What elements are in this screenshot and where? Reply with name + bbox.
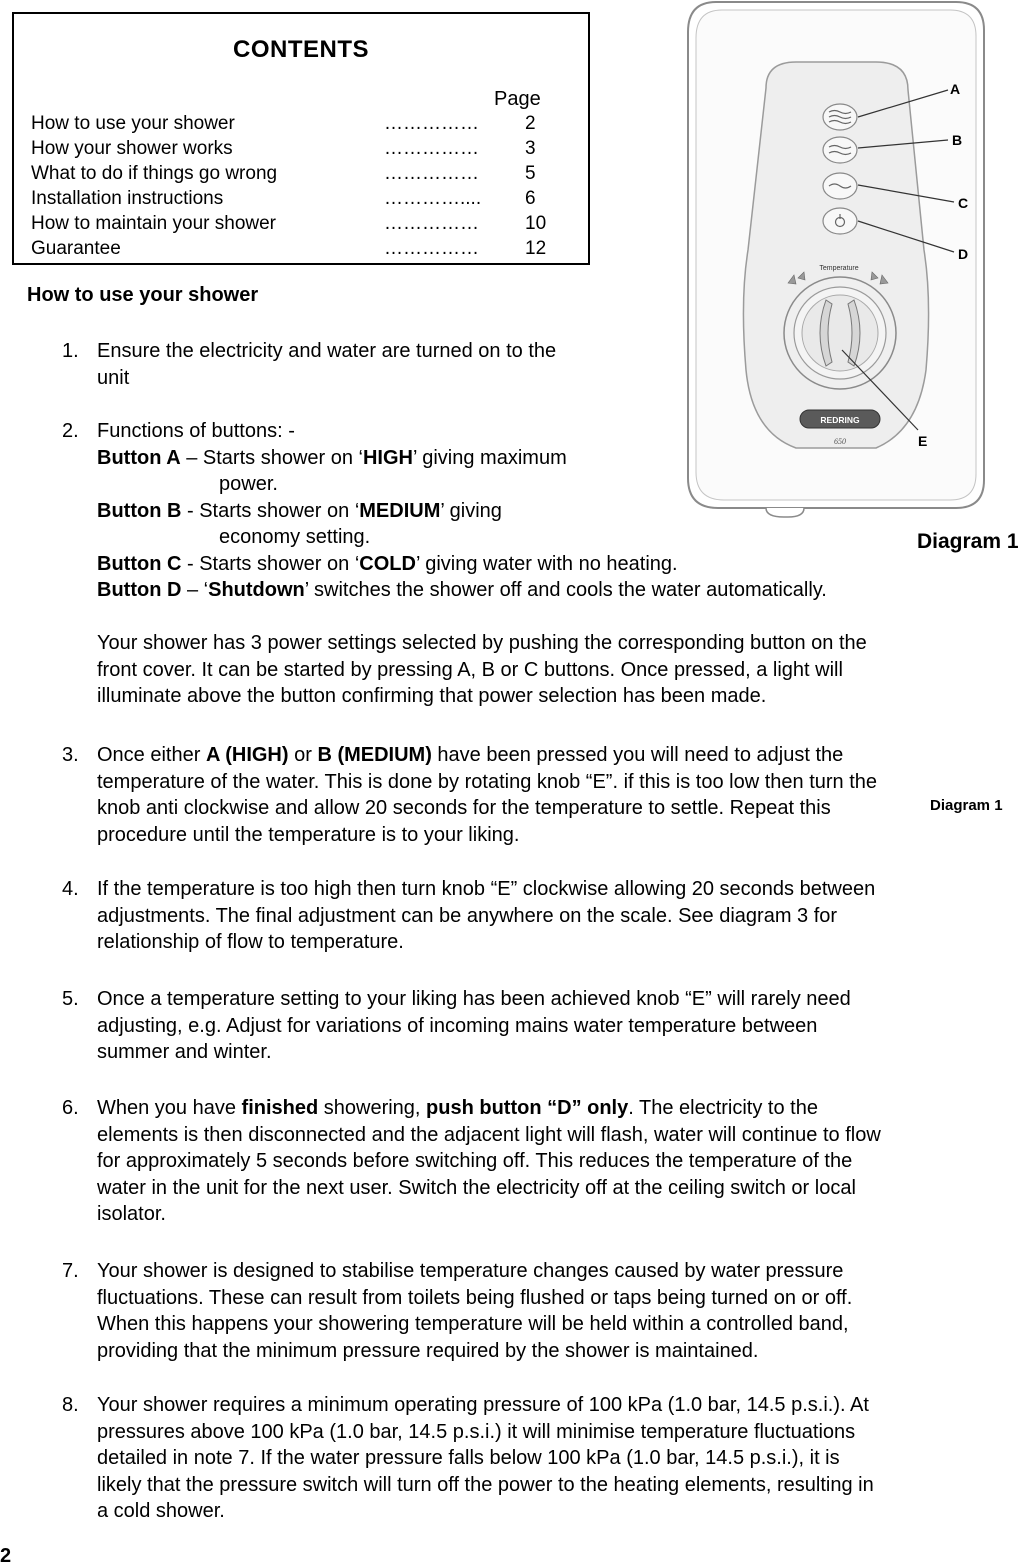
button-d-description xyxy=(97,577,867,604)
text-line: pressures above 100 kPa (1.0 bar, 14.5 p.s.i.) it will minimise temperature fluctuations xyxy=(97,1420,856,1443)
section-heading: How to use your shower xyxy=(27,284,259,306)
text-line: Your shower requires a minimum operating pressure of 100 kPa (1.0 bar, 14.5 p.s.i.). At xyxy=(97,1394,869,1416)
text-line: Ensure the electricity and water are turned on to the xyxy=(97,340,557,362)
mode-name: MEDIUM xyxy=(359,499,441,522)
text-line: detailed in note 7. If the water pressure falls below 100 kPa (1.0 bar, 14.5 p.s.i.), it is xyxy=(97,1447,840,1469)
toc-entry-page: 5 xyxy=(525,163,536,184)
toc-entry-dots: …………… xyxy=(384,213,479,234)
callout-a: A xyxy=(950,81,961,97)
text-line xyxy=(97,742,877,769)
text-line: relationship of flow to temperature. xyxy=(97,931,404,953)
bold-text: push button “D” only xyxy=(426,1097,629,1119)
toc-entry-dots: …………… xyxy=(384,138,479,159)
brand-name: REDRING xyxy=(820,415,860,425)
item-8-text xyxy=(97,1392,874,1525)
bold-text: finished xyxy=(241,1097,319,1119)
toc-entry-label: Guarantee xyxy=(31,238,121,259)
text-line: isolator. xyxy=(97,1203,166,1225)
contents-box xyxy=(12,12,590,265)
toc-entry-page: 2 xyxy=(525,113,536,134)
toc-entry-dots: …………… xyxy=(384,238,479,259)
text-line: Once a temperature setting to your liking has been achieved knob “E” will rarely need xyxy=(97,988,851,1010)
text-line: Functions of buttons: - xyxy=(97,420,295,442)
spacer xyxy=(97,604,867,631)
item-1-text xyxy=(97,338,556,391)
toc-entry-page: 3 xyxy=(525,138,536,159)
text-line: procedure until the temperature is to your liking. xyxy=(97,823,520,846)
text-span: – ‘ xyxy=(181,579,209,601)
toc-entry-label: Installation instructions xyxy=(31,188,224,209)
button-label: Button C xyxy=(97,552,182,575)
button-label: Button D xyxy=(97,579,182,601)
text-line: Your shower has 3 power settings selected by pushing the corresponding button on the xyxy=(97,632,867,654)
text-line xyxy=(97,1095,881,1122)
item-7-text xyxy=(97,1258,852,1364)
item-number: 2. xyxy=(62,420,79,442)
text-line: power. xyxy=(219,473,278,495)
toc-entry-dots: ………….... xyxy=(384,188,482,209)
text-line: illuminate above the button confirming that power selection has been made. xyxy=(97,685,767,707)
toc-entry-page: 10 xyxy=(525,213,547,234)
diagram-caption-overlap: Diagram 1 xyxy=(930,797,1003,814)
text-span: have been pressed you will need to adjust the xyxy=(431,744,844,766)
shower-diagram xyxy=(686,0,992,520)
item-3-text xyxy=(97,742,877,848)
item-number: 7. xyxy=(62,1260,79,1282)
text-line: adjustments. The final adjustment can be anywhere on the scale. See diagram 3 for xyxy=(97,904,838,927)
text-line: for approximately 5 seconds before switching off. This reduces the temperature of the xyxy=(97,1150,853,1172)
text-span: – Starts shower on ‘ xyxy=(180,446,363,469)
text-line: elements is then disconnected and the adjacent light will flash, water will continue to flow xyxy=(97,1123,881,1146)
toc-entry-page: 12 xyxy=(525,238,547,259)
page-number: 2 xyxy=(0,1545,12,1567)
toc-entry-label: How to use your shower xyxy=(31,113,235,134)
callout-c: C xyxy=(958,195,969,211)
item-number: 6. xyxy=(62,1097,79,1119)
text-line: economy setting. xyxy=(219,526,371,548)
dial-label: Temperature xyxy=(819,265,859,272)
item-number: 1. xyxy=(62,340,79,362)
text-line: a cold shower. xyxy=(97,1500,225,1522)
callout-d: D xyxy=(958,246,969,262)
text-span: ’ giving maximum xyxy=(412,446,567,469)
contents-title: CONTENTS xyxy=(233,36,369,63)
toc-entry[interactable] xyxy=(31,211,571,236)
text-line: temperature of the water. This is done by rotating knob “E”. if this is too low then turn the xyxy=(97,770,878,793)
model-number: 650 xyxy=(834,437,846,446)
mode-name: COLD xyxy=(359,552,416,575)
item-5-text xyxy=(97,986,851,1066)
text-line: summer and winter. xyxy=(97,1041,272,1063)
mode-name: HIGH xyxy=(362,446,413,469)
bold-text: B (MEDIUM) xyxy=(317,744,432,766)
text-span: Once either xyxy=(97,744,206,766)
bold-text: A (HIGH) xyxy=(205,744,289,766)
text-line: knob anti clockwise and allow 20 seconds for the temperature to settle. Repeat this xyxy=(97,797,831,819)
mode-name: Shutdown xyxy=(208,579,305,601)
text-line: unit xyxy=(97,366,130,389)
toc-entry-dots: …………… xyxy=(384,113,479,134)
callout-e: E xyxy=(918,433,928,449)
button-c-shape xyxy=(823,173,857,199)
toc-entry[interactable] xyxy=(31,136,571,161)
toc-entry[interactable] xyxy=(31,161,571,186)
text-line: fluctuations. These can result from toilets being flushed or taps being turned on or off. xyxy=(97,1286,853,1309)
text-line: front cover. It can be started by pressing A, B or C buttons. Once pressed, a light will xyxy=(97,658,843,681)
diagram-caption: Diagram 1 xyxy=(917,530,1019,553)
toc-entry-label: How your shower works xyxy=(31,138,233,159)
text-span: ’ giving water with no heating. xyxy=(415,552,678,575)
toc-entry-label: How to maintain your shower xyxy=(31,213,276,234)
text-line: If the temperature is too high then turn knob “E” clockwise allowing 20 seconds between xyxy=(97,878,876,900)
text-line: water in the unit for the next user. Switch the electricity off at the ceiling switch or local xyxy=(97,1176,856,1199)
button-d-shape xyxy=(823,208,857,234)
text-span: ’ switches the shower off and cools the water automatically. xyxy=(304,579,827,601)
temperature-knob-shape xyxy=(784,277,896,389)
toc-entry-page: 6 xyxy=(525,188,536,209)
button-label: Button A xyxy=(97,446,181,469)
text-line: Your shower is designed to stabilise temperature changes caused by water pressure xyxy=(97,1260,844,1282)
callout-b: B xyxy=(952,132,963,148)
toc-entry-dots: …………… xyxy=(384,163,479,184)
text-span: . The electricity to the xyxy=(628,1097,818,1119)
text-span: - Starts shower on ‘ xyxy=(181,552,360,575)
contents-page-header: Page xyxy=(494,88,541,110)
text-line: providing that the minimum pressure required by the shower is maintained. xyxy=(97,1339,759,1362)
button-b-shape xyxy=(823,137,857,163)
text-span: - Starts shower on ‘ xyxy=(181,499,360,522)
toc-entry[interactable] xyxy=(31,186,571,211)
text-line: When this happens your showering temperature will be held within a controlled band, xyxy=(97,1313,849,1335)
text-span: ’ giving xyxy=(440,499,502,522)
text-span: showering, xyxy=(318,1097,427,1119)
toc-entry[interactable] xyxy=(31,236,571,261)
button-label: Button B xyxy=(97,499,182,522)
item-6-text xyxy=(97,1095,881,1228)
toc-entry-label: What to do if things go wrong xyxy=(31,163,278,184)
item-number: 3. xyxy=(62,744,79,766)
text-span: or xyxy=(288,744,318,766)
item-number: 8. xyxy=(62,1394,79,1416)
button-c-description xyxy=(97,551,867,578)
item-4-text xyxy=(97,876,875,956)
text-line: likely that the pressure switch will turn off the power to the heating elements, resulting in xyxy=(97,1473,874,1496)
toc-entry[interactable] xyxy=(31,111,571,136)
text-span: When you have xyxy=(97,1097,242,1119)
item-number: 4. xyxy=(62,878,79,900)
text-line: adjusting, e.g. Adjust for variations of incoming mains water temperature between xyxy=(97,1014,818,1037)
button-a-shape xyxy=(823,104,857,130)
item-number: 5. xyxy=(62,988,79,1010)
shower-unit-illustration xyxy=(686,0,992,520)
